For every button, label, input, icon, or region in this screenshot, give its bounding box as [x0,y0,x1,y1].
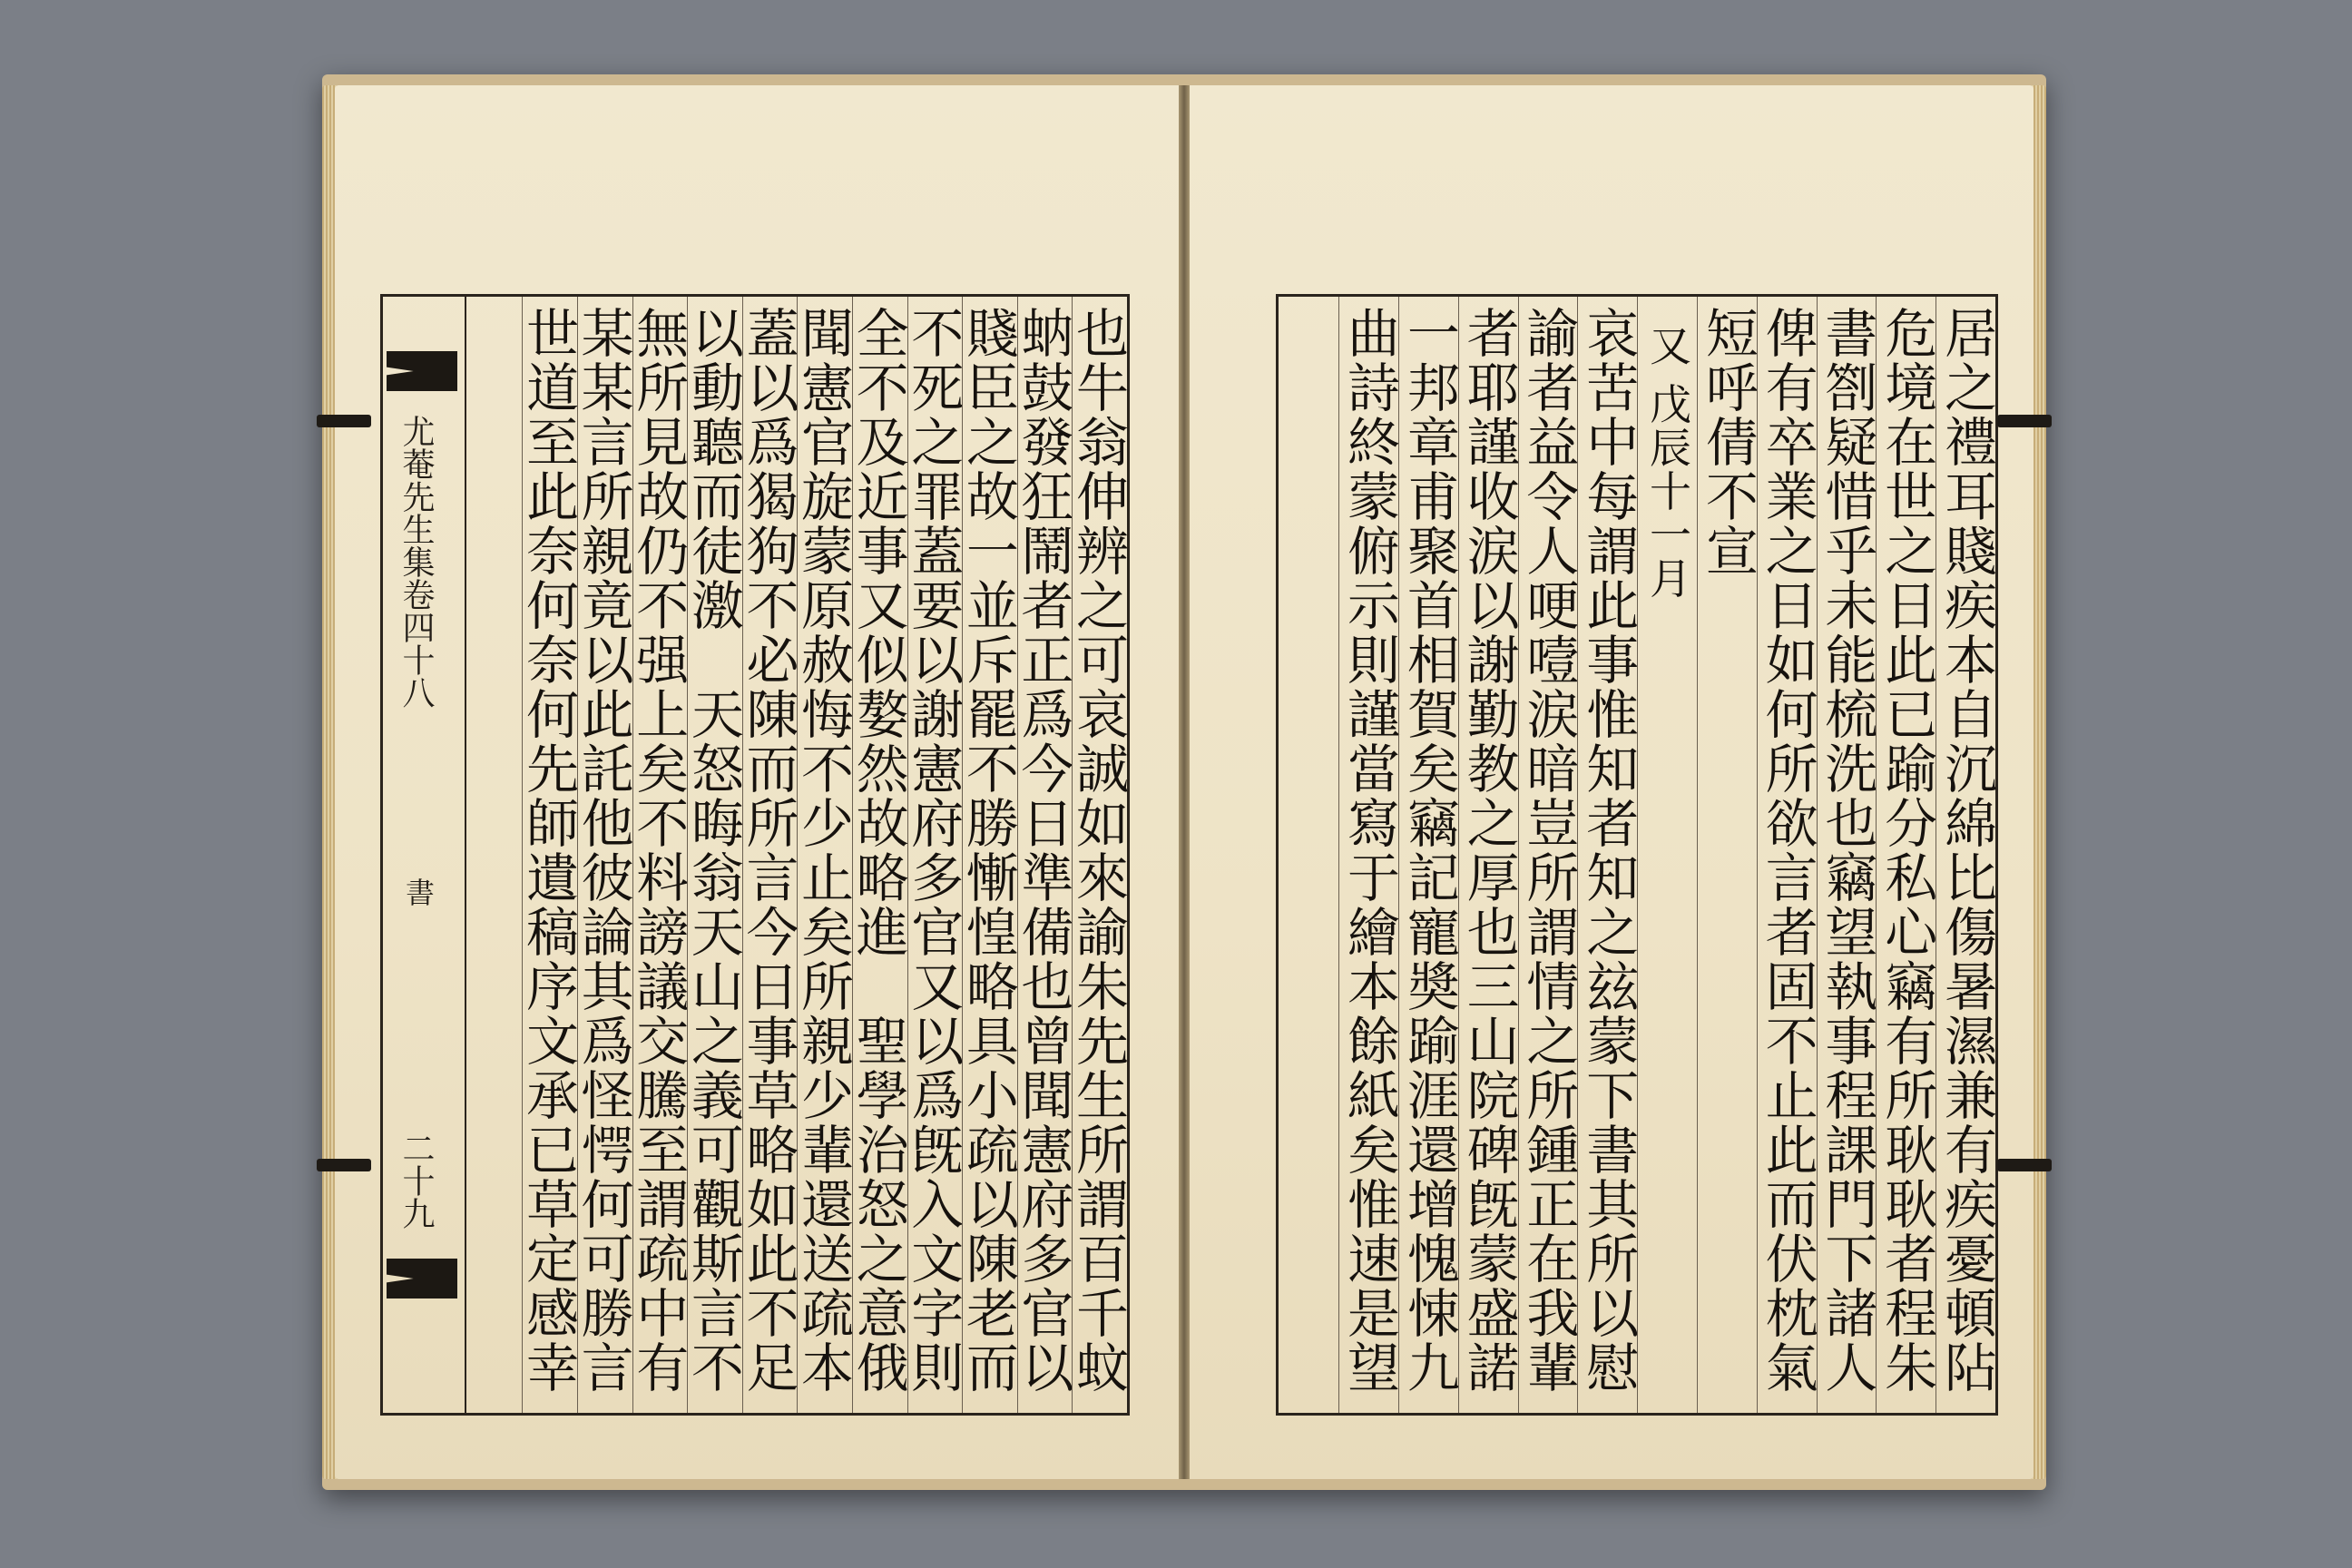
left-page-text [466,297,1127,1413]
text-column: 諭者益令人哽噎涙暗豈所謂情之所鍾正在我輩 [1518,297,1578,1413]
page-number: 二十九 [397,1132,435,1230]
text-column: 短呼倩不宣 [1697,297,1757,1413]
text-column: 蓋以爲猲狗不必陳而所言今日事草略如此不足 [742,297,798,1413]
book-title: 尤菴先生集卷四十八 [397,415,435,709]
right-page-text [1279,297,1995,1413]
text-column: 曲詩終蒙俯示則謹當寫于繪本餘紙矣惟速是望 [1338,297,1398,1413]
text-column: 危境在世之日此已踰分私心竊有所耿耿者程朱 [1876,297,1936,1413]
left-page-margin-column [383,297,466,1413]
text-column: 蚋鼓發狂鬧者正爲今日準備也曾聞憲府多官以 [1017,297,1073,1413]
binding-thread [1997,1159,2052,1171]
text-column: 賤臣之故一並斥罷不勝慚惶略具小疏以陳老而 [962,297,1017,1413]
text-column: 俾有卒業之日如何所欲言者固不止此而伏枕氣 [1757,297,1817,1413]
book-gutter [1179,85,1190,1479]
text-column: 也牛翁伸辨之可哀誠如來諭朱先生所謂百千蚊 [1072,297,1127,1413]
binding-thread [1997,415,2052,427]
binding-thread [317,415,371,427]
text-column: 以動聽而徒激 天怒晦翁天山之義可觀斯言不 [687,297,742,1413]
text-column: 世道至此奈何奈何先師遺稿序文承已草定感幸 [522,297,577,1413]
right-page-frame [1276,294,1998,1416]
section-label: 書 [401,877,436,906]
fish-tail-mark-top [387,351,457,391]
text-column: 居之禮耳賤疾本自沉綿比傷暑濕兼有疾憂頓阽 [1936,297,1995,1413]
text-column: 某某言所親竟以此託他彼論其爲怪愕何可勝言 [577,297,632,1413]
text-column: 一邦章甫聚首相賀矣竊記寵奬踰涯還增愧悚九 [1398,297,1458,1413]
text-column: 哀苦中每謂此事惟知者知之玆蒙下書其所以慰 [1577,297,1637,1413]
text-column: 書劄疑惜乎未能梳洗也竊望執事程課門下諸人 [1817,297,1877,1413]
left-page-frame [380,294,1130,1416]
letter-heading-column: 又 戊辰十一月 [1637,297,1697,1413]
text-column: 無所見故仍不强上矣不料謗議交騰至謂疏中有 [632,297,688,1413]
fish-tail-mark-bottom [387,1259,457,1298]
binding-thread [317,1159,371,1171]
text-column: 全不及近事又似嫯然故略進 聖學治怒之意俄 [852,297,907,1413]
right-page [1190,85,2034,1479]
text-column: 者耶謹收涙以謝勤教之厚也三山院碑旣蒙盛諾 [1458,297,1518,1413]
open-book [322,74,2046,1490]
text-column: 聞憲官旋蒙原赦悔不少止矣所親少輩還送疏本 [797,297,852,1413]
text-column: 不死之罪蓋要以謝憲府多官又以爲旣入文字則 [907,297,963,1413]
left-page [335,85,1179,1479]
